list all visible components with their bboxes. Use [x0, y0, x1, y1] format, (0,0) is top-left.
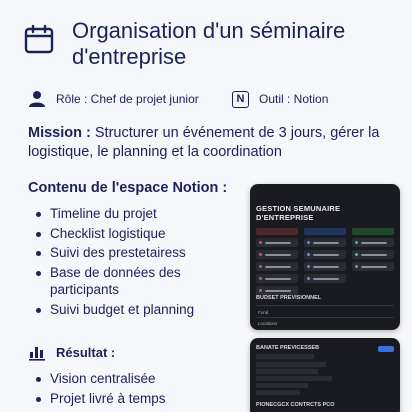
- budget-row: Fond: [258, 310, 269, 315]
- list-item: Timeline du projet: [36, 205, 206, 223]
- notion-icon: N: [232, 91, 249, 108]
- board-column: [304, 228, 346, 328]
- content-list: [36, 205, 206, 320]
- user-icon: [28, 90, 46, 108]
- screenshot-footer: PIONECGCX CONTRCTS PCO: [256, 402, 335, 408]
- list-item: Vision centralisée: [36, 370, 206, 388]
- list-item: Checklist logistique: [36, 225, 206, 243]
- notion-screenshot-table: [250, 338, 400, 412]
- status-badge: [378, 346, 394, 352]
- role-info: [28, 88, 199, 110]
- bar-chart-icon: [28, 343, 46, 361]
- result-header: [28, 342, 115, 362]
- role-text: Rôle : Chef de projet junior: [56, 92, 199, 106]
- mission-label: Mission :: [28, 125, 91, 141]
- notion-screenshot-board: [250, 184, 400, 330]
- header: [24, 18, 404, 78]
- screenshot-subtitle: BUDSET PREVISIONNEL: [256, 295, 322, 301]
- tool-info: [232, 88, 328, 110]
- list-item: Suivi budget et planning: [36, 301, 206, 319]
- result-title: Résultat :: [56, 344, 116, 360]
- result-list: [36, 370, 206, 409]
- list-item: Projet livré à temps: [36, 390, 206, 408]
- meta-row: [24, 88, 404, 110]
- tool-text: Outil : Notion: [259, 92, 329, 106]
- mission-text: [28, 124, 380, 162]
- calendar-icon: [24, 24, 54, 54]
- mission-body: Structurer un événement de 3 jours, gérer la logistique, le planning et la coordination: [28, 125, 380, 160]
- list-item: Base de données des participants: [36, 264, 206, 299]
- board-column: [352, 228, 394, 328]
- content-title: Contenu de l'espace Notion :: [28, 180, 228, 196]
- budget-row: Locations: [258, 321, 278, 326]
- screenshot-title: GESTION SEMUNAIRE D'ENTREPRISE: [256, 204, 341, 222]
- page-title: Organisation d'un séminaire d'entreprise: [72, 18, 346, 69]
- screenshot-title: BANATE PREVICESSEB: [256, 345, 320, 351]
- list-item: Suivi des prestetairess: [36, 244, 206, 262]
